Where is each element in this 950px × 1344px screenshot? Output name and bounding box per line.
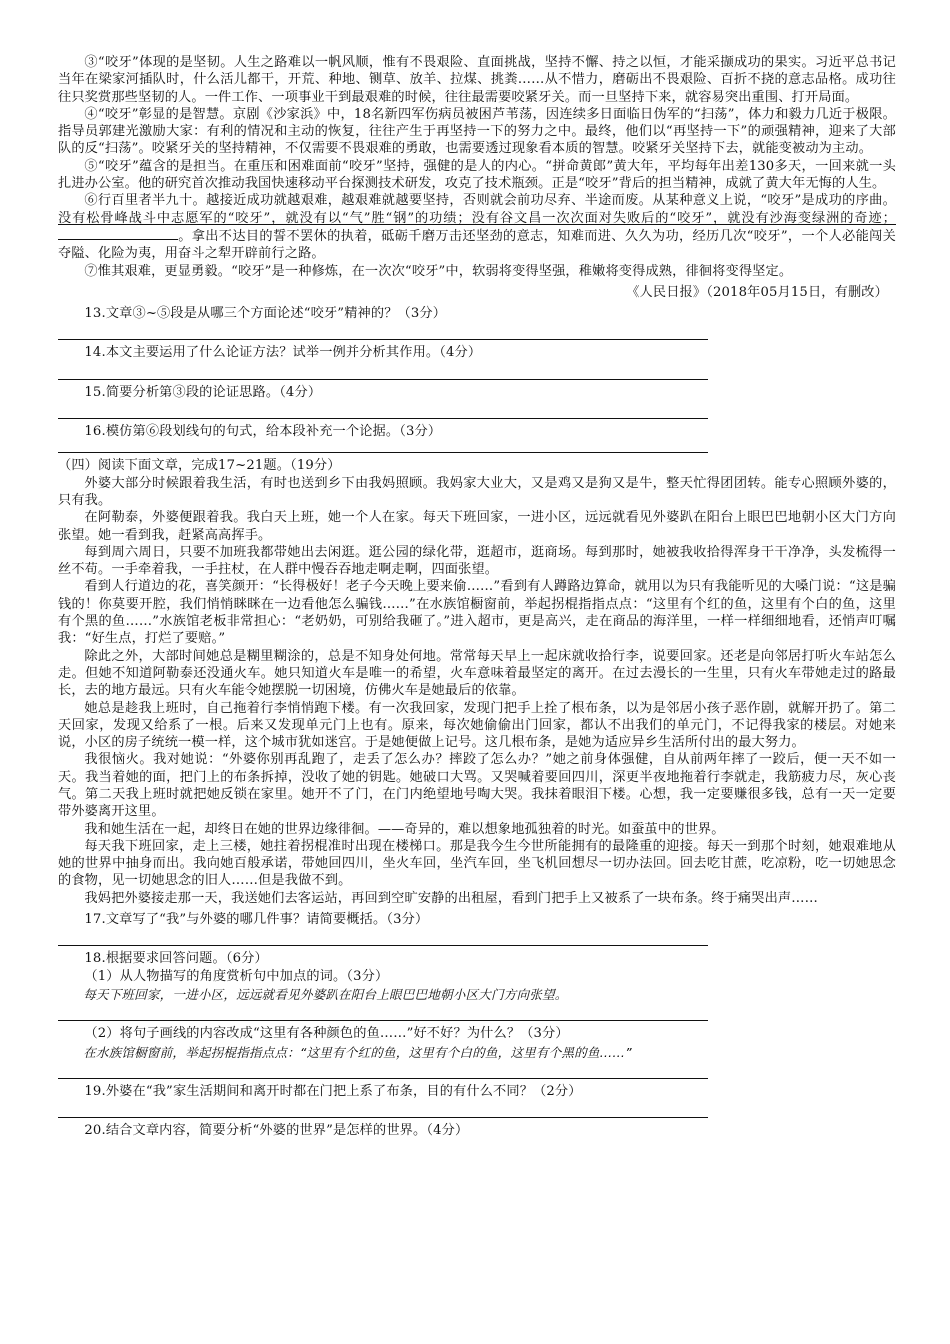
fill-blank[interactable] <box>58 227 178 240</box>
question-18: 18.根据要求回答问题。（6分） <box>84 951 268 967</box>
answer-line[interactable] <box>58 339 708 340</box>
question-13: 13.文章③~⑤段是从哪三个方面论述“咬牙”精神的？（3分） <box>84 306 447 322</box>
questions-13-16 <box>58 305 896 453</box>
paragraph-3: ③“咬牙”体现的是坚韧。人生之路难以一帆风顺，惟有不畏艰险、直面挑战，坚持不懈、持之以恒，才能采撷成功的果实。习近平总书记当年在梁家河插队时，什么活儿都干，开荒、种地、铡草、放羊、拉煤、挑粪……从不惜力，磨砺出不畏艰险、百折不挠的意志品格。成功往往只奖赏那些坚韧的人。一件工作、一项事业干到最艰难的时候，往往最需要咬紧牙关。而一旦坚持下来，就容易突出重围、打开局面。 <box>58 55 896 105</box>
source-citation: 《人民日报》（2018年05月15日，有删改） <box>626 284 888 300</box>
answer-line[interactable] <box>58 1078 708 1079</box>
paragraph-5: ⑤“咬牙”蕴含的是担当。在重压和困难面前“咬牙”坚持，强健的是人的内心。“拼命黄郎”黄大年，平均每年出差130多天，一回来就一头扎进办公室。他的研究首次推动我国快速移动平台探测技术研发，攻克了技术瓶颈。正是“咬牙”背后的担当精神，成就了黄大年无悔的人生。 <box>58 158 896 192</box>
answer-line[interactable] <box>58 452 708 453</box>
answer-line[interactable] <box>58 418 708 419</box>
section-heading: （四）阅读下面文章，完成17~21题。（19分） <box>58 458 341 474</box>
question-16: 16.模仿第⑥段划线句的句式，给本段补充一个论据。（3分） <box>84 424 442 440</box>
story-paragraph: 每到周六周日，只要不加班我都带她出去闲逛。逛公园的绿化带，逛超市，逛商场。每到那时，她被我收拾得浑身干干净净，头发梳得一丝不苟。一手牵着我，一手拄杖，在人群中慢吞吞地走啊走啊，四面张望。 <box>58 544 896 578</box>
question-17: 17.文章写了“我”与外婆的哪几件事？请简要概括。（3分） <box>84 912 429 928</box>
exam-page <box>58 54 896 1139</box>
paragraph-4: ④“咬牙”彰显的是智慧。京剧《沙家浜》中，18名新四军伤病员被困芦苇荡，因连续多日面临日伪军的“扫荡”，体力和毅力几近于极限。指导员郭建光激励大家：有利的情况和主动的恢复，往往产生于再坚持一下的努力之中。最终，他们以“再坚持一下”的顽强精神，迎来了大部队的反“扫荡”。咬紧牙关的坚持精神，不仅需要不畏艰难的勇敢，也需要透过现象看本质的智慧。咬紧牙关坚持下去，就能变被动为主动。 <box>58 106 896 157</box>
article-yaoya <box>58 54 896 301</box>
answer-line[interactable] <box>58 1020 708 1021</box>
story-paragraph: 我妈把外婆接走那一天，我送她们去客运站，再回到空旷安静的出租屋，看到门把手上又被系了一块布条。终于痛哭出声…… <box>84 890 818 906</box>
quoted-sentence: 在水族馆橱窗前，举起拐棍指指点点：“这里有个红的鱼，这里有个白的鱼，这里有个黑的鱼……” <box>83 1044 632 1060</box>
answer-line[interactable] <box>58 379 708 380</box>
story-paragraph: 外婆大部分时候跟着我生活，有时也送到乡下由我妈照顾。我妈家大业大，又是鸡又是狗又是牛，整天忙得团团转。能专心照顾外婆的，只有我。 <box>58 475 896 508</box>
story-paragraph: 除此之外，大部时间她总是糊里糊涂的，总是不知身处何地。常常每天早上一起床就收拾行李，说要回家。还老是向邻居打听火车站怎么走。但她不知道阿勒泰还没通火车。她只知道火车是唯一的希望，火车意味着最坚定的离开。在过去漫长的一生里，只有火车带她走过的路最长，去的地方最远。只有火车能令她摆脱一切困境，仿佛火车是她最后的依靠。 <box>58 648 896 699</box>
story-paragraph: 在阿勒泰，外婆便跟着我。我白天上班，她一个人在家。每天下班回家，一进小区，远远就看见外婆趴在阳台上眼巴巴地朝小区大门方向张望。她一看到我，赶紧高高挥手。 <box>58 510 896 543</box>
article-grandma <box>58 475 896 907</box>
paragraph-6-tail: 。拿出不达目的誓不罢休的执着，砥砺千磨万击还坚劲的意志，知难而进、久久为功，经历几次“咬牙”，一个人必能闯关夺隘、化险为夷，用奋斗之犁开辟前行之路。 <box>58 228 896 262</box>
answer-line[interactable] <box>58 945 708 946</box>
question-18-2: （2）将句子画线的内容改成“这里有各种颜色的鱼……”好不好？为什么？（3分） <box>84 1026 569 1042</box>
quoted-sentence: 每天下班回家，一进小区，远远就看见外婆趴在阳台上眼巴巴地朝小区大门方向张望。 <box>83 986 568 1002</box>
underlined-sentence: 没有松骨峰战斗中志愿军的“咬牙”，就没有以“气”胜“钢”的功绩；没有谷文昌一次次面对失败后的“咬牙”，就没有沙海变绿洲的奇迹； <box>58 210 896 226</box>
question-18-1: （1）从人物描写的角度赏析句中加点的词。（3分） <box>84 968 389 984</box>
question-20: 20.结合文章内容，简要分析“外婆的世界”是怎样的世界。（4分） <box>84 1123 469 1139</box>
question-14: 14.本文主要运用了什么论证方法？试举一例并分析其作用。（4分） <box>84 345 482 361</box>
paragraph-7: ⑦惟其艰难，更显勇毅。“咬牙”是一种修炼，在一次次“咬牙”中，软弱将变得坚强，稚嫩将变得成熟，徘徊将变得坚定。 <box>84 263 793 279</box>
answer-line[interactable] <box>58 1117 708 1118</box>
story-paragraph: 看到人行道边的花，喜笑颜开：“长得极好！老子今天晚上要来偷……”看到有人蹲路边算命，就用以为只有我能听见的大嗓门说：“这是骗钱的！你莫要开腔，我们悄悄眯眯在一边看他怎么骗钱……”在水族馆橱窗前，举起拐棍指指点点：“这里有个红的鱼，这里有个白的鱼，这里有个黑的鱼……”水族馆老板非常担心：“老奶奶，可别给我砸了。”进入超市，更是高兴，走在商品的海洋里，一样一样细细地看，还悄声叮嘱我：“好生点，打烂了要赔。” <box>58 579 896 647</box>
story-paragraph: 她总是趁我上班时，自己拖着行李悄悄跑下楼。有一次我回家，发现门把手上拴了根布条，以为是邻居小孩子恶作剧，就解开扔了。第二天回家，发现又给系了一根。后来又发现单元门上也有。原来，每次她偷偷出门回家，都认不出我们的单元门，不记得我家的楼层。对她来说，小区的房子统统一模一样，这个城市犹如迷宫。于是她便做上记号。这几根布条，是她为适应异乡生活所付出的最大努力。 <box>58 700 896 751</box>
story-paragraph: 我和她生活在一起，却终日在她的世界边缘徘徊。——奇异的，难以想象地孤独着的时光。如蚕茧中的世界。 <box>84 821 725 837</box>
story-paragraph: 我很恼火。我对她说：“外婆你别再乱跑了，走丢了怎么办？摔跤了怎么办？”她之前身体强健，自从前两年摔了一跤后，便一天不如一天。我当着她的面，把门上的布条拆掉，没收了她的钥匙。她破口大骂。又哭喊着要回四川，深更半夜地拖着行李就走，我筋疲力尽，灰心丧气。第二天我上班时就把她反锁在家里。她开不了门，在门内绝望地号啕大哭。我抹着眼泪下楼。心想，我一定要赚很多钱，总有一天一定要带外婆离开这里。 <box>58 752 896 820</box>
story-paragraph: 每天我下班回家，走上三楼，她拄着拐棍准时出现在楼梯口。那是我今生今世所能拥有的最隆重的迎接。每天一到那个时刻，她艰难地从她的世界中抽身而出。我向她百般承诺，带她回四川，坐火车回，坐汽车回，坐飞机回想尽一切办法回。回去吃甘蔗，吃凉粉，吃一切她思念的食物，见一切她思念的旧人……但是我做不到。 <box>58 838 896 889</box>
question-19: 19.外婆在“我”家生活期间和离开时都在门把上系了布条，目的有什么不同？（2分） <box>84 1083 582 1099</box>
paragraph-6-lead: ⑥行百里者半九十。越接近成功就越艰难，越艰难就越要坚持，否则就会前功尽弃、半途而废。从某种意义上说，“咬牙”是成功的序曲。 <box>84 193 896 209</box>
paragraph-6 <box>58 192 896 262</box>
questions-17-20 <box>58 911 896 1139</box>
question-15: 15.简要分析第③段的论证思路。（4分） <box>84 384 322 400</box>
